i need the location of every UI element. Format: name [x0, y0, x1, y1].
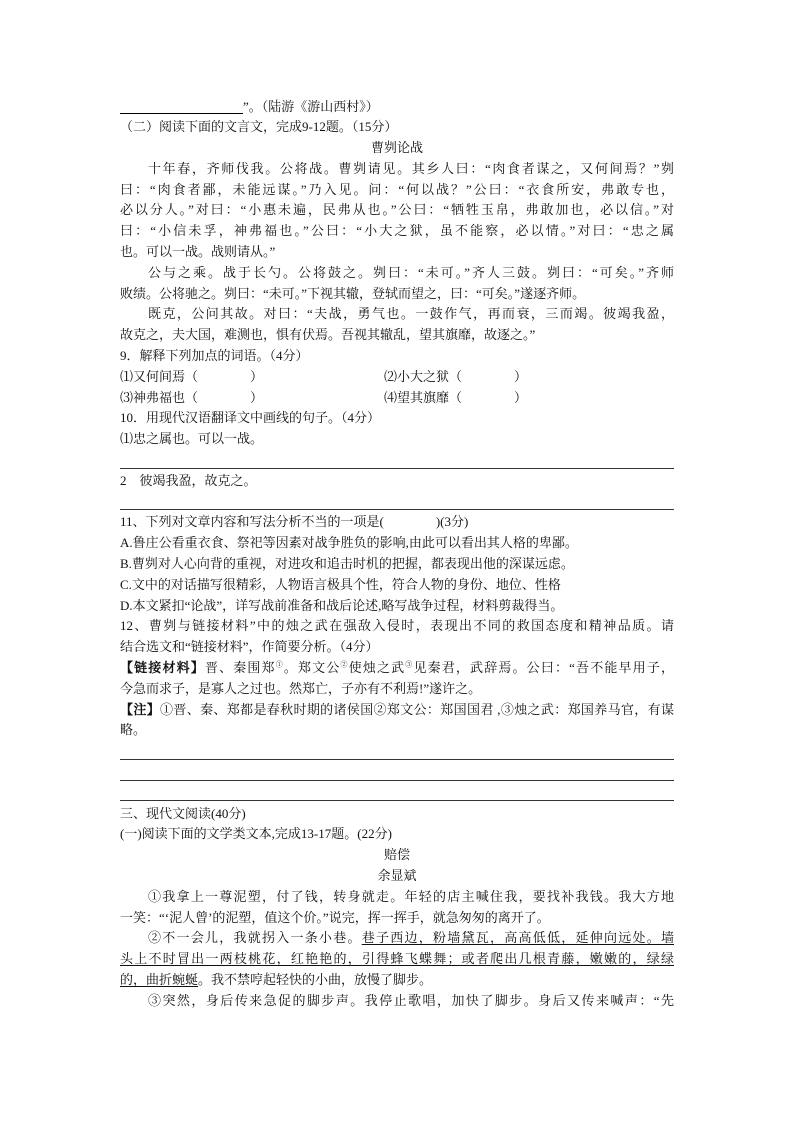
story-author: 余显斌 [377, 867, 417, 883]
answer-blank [120, 99, 243, 114]
answer-line [120, 741, 674, 762]
footnote-mark: ① [275, 660, 284, 669]
notes-text: ①晋、秦、郑都是春秋时期的诸侯国②郑文公：郑国国君 ,③烛之武：郑国养马官，有谋 [160, 701, 674, 717]
q9-row [120, 367, 674, 388]
poem-citation-line [120, 97, 674, 118]
answer-line [120, 762, 674, 783]
passage-line: 既克，公问其故。对曰：“夫战，勇气也。一鼓作气，再而衰，三而竭。彼竭我盈， [148, 306, 674, 322]
q9-item: ⑴又何间焉（ ） [120, 368, 264, 384]
notes-label: 【注】 [120, 701, 161, 717]
passage-line: 也。可以一战。战则请从。” [120, 244, 276, 260]
link-text: 。郑文公 [283, 660, 341, 676]
link-text: 使烛之武 [348, 660, 406, 676]
modern-instruction: (一)阅读下面的文学类文本,完成13-17题。(22分) [120, 826, 392, 842]
story-text: ②不一会儿，我就拐入一条小巷。 [148, 930, 362, 946]
page-content [120, 97, 674, 1012]
answer-line [120, 783, 674, 804]
link-material-line: 今急而求子，是寡人之过也。然郑亡，子亦有不利焉!”遂许之。 [120, 680, 482, 696]
q10-item-2: 2 彼竭我盈，故克之。 [120, 472, 257, 488]
answer-line [120, 492, 674, 513]
classical-instruction: （二）阅读下面的文言文，完成9-12题。（15分） [120, 119, 398, 135]
q9-item: ⑵小大之狱（ ） [384, 368, 528, 384]
q9-item: ⑶神弗福也（ ） [120, 389, 264, 405]
passage-line: 曰：“小信未孚，神弗福也。”公曰：“小大之狱，虽不能察，必以情。”对曰：“忠之属 [120, 223, 674, 239]
link-material-label: 【链接材料】 [120, 660, 205, 676]
link-material-line [120, 658, 674, 679]
section-heading: 三、现代文阅读(40分) [120, 805, 246, 821]
story-line: 一笑：“‘泥人曾’的泥塑，值这个价。”说完，挥一挥手，就急匆匆的离开了。 [120, 909, 550, 925]
footnote-mark: ③ [405, 660, 414, 669]
link-text: 见秦君，武辞焉。公曰：“吾不能早用子， [413, 660, 674, 676]
q11-option-a: A.鲁庄公看重衣食、祭祀等因素对战争胜负的影响,由此可以看出其人格的卑鄙。 [120, 535, 578, 551]
poem-citation: ”。（陆游《游山西村》） [243, 98, 379, 114]
q9-row [120, 388, 674, 409]
story-title: 赔偿 [383, 847, 410, 863]
passage-line: 十年春，齐师伐我。公将战。曹刿请见。其乡人曰：“肉食者谋之，又何间焉？”刿 [148, 160, 674, 176]
q9-item: ⑷望其旗靡（ ） [384, 389, 528, 405]
story-text: 。我不禁哼起轻快的小曲，放慢了脚步。 [198, 971, 433, 987]
q12-prompt-line: 结合选文和“链接材料”，作简要分析。（4分） [120, 639, 379, 655]
notes-line: 略。 [120, 722, 147, 738]
classical-title: 曹刿论战 [370, 140, 423, 156]
underlined-sentence: 的，曲折蜿蜒 [120, 971, 199, 987]
q12-prompt-line: 12、曹刿与链接材料”中的烛之武在强敌入侵时，表现出不同的救国态度和精神品质。请 [120, 618, 674, 634]
q9-prompt: 9．解释下列加点的词语。（4分） [120, 348, 309, 364]
q11-option-b: B.曹刿对人心向背的重视，对进攻和追击时机的把握，都表现出他的深谋远虑。 [120, 556, 574, 572]
passage-line: 败绩。公将驰之。刿曰：“未可。”下视其辙，登轼而望之，曰：“可矣。”遂逐齐师。 [120, 285, 586, 301]
story-line: ③突然，身后传来急促的脚步声。我停止歌唱，加快了脚步。身后又传来喊声：“先 [148, 992, 674, 1008]
passage-line: 故克之，夫大国，难测也，惧有伏焉。吾视其辙乱，望其旗靡，故逐之。” [120, 327, 536, 343]
story-line: ①我拿上一尊泥塑，付了钱，转身就走。年轻的店主喊住我，要找补我钱。我大方地 [148, 888, 674, 904]
q11-prompt: 11、下列对文章内容和写法分析不当的一项是( )(3分) [120, 514, 469, 530]
passage-line: 公与之乘。战于长勺。公将鼓之。刿曰：“未可。”齐人三鼓。刿曰：“可矣。”齐师 [148, 264, 674, 280]
q11-option-d: D.本文紧扣“论战”，详写战前准备和战后论述,略写战争过程，材料剪裁得当。 [120, 597, 564, 613]
underlined-sentence: 巷子西边，粉墙黛瓦，高高低低，延伸向远处。墙 [361, 930, 674, 946]
story-line [120, 928, 674, 949]
footnote-mark: ② [340, 660, 349, 669]
notes-line [120, 700, 674, 721]
story-line [120, 970, 674, 991]
passage-line: 曰：“肉食者鄙，未能远谋。”乃入见。问：“何以战？”公曰：“衣食所安，弗敢专也， [120, 181, 674, 197]
q10-prompt: 10．用现代汉语翻译文中画线的句子。（4分） [120, 410, 381, 426]
answer-line [120, 450, 674, 471]
q10-item-1: ⑴忠之属也。可以一战。 [120, 431, 264, 447]
underlined-sentence: 头上不时冒出一两枝桃花，红艳艳的，引得蜂飞蝶舞；或者爬出几根青藤，嫩嫩的，绿绿 [120, 951, 674, 967]
q11-option-c: C.文中的对话描写很精彩，人物语言极具个性，符合人物的身份、地位、性格 [120, 576, 561, 592]
passage-line: 必以分人。”对曰：“小惠未遍，民弗从也。”公曰：“牺牲玉帛，弗敢加也，必以信。”对 [120, 202, 674, 218]
link-text: 晋、秦围郑 [204, 660, 276, 676]
story-line [120, 949, 674, 970]
